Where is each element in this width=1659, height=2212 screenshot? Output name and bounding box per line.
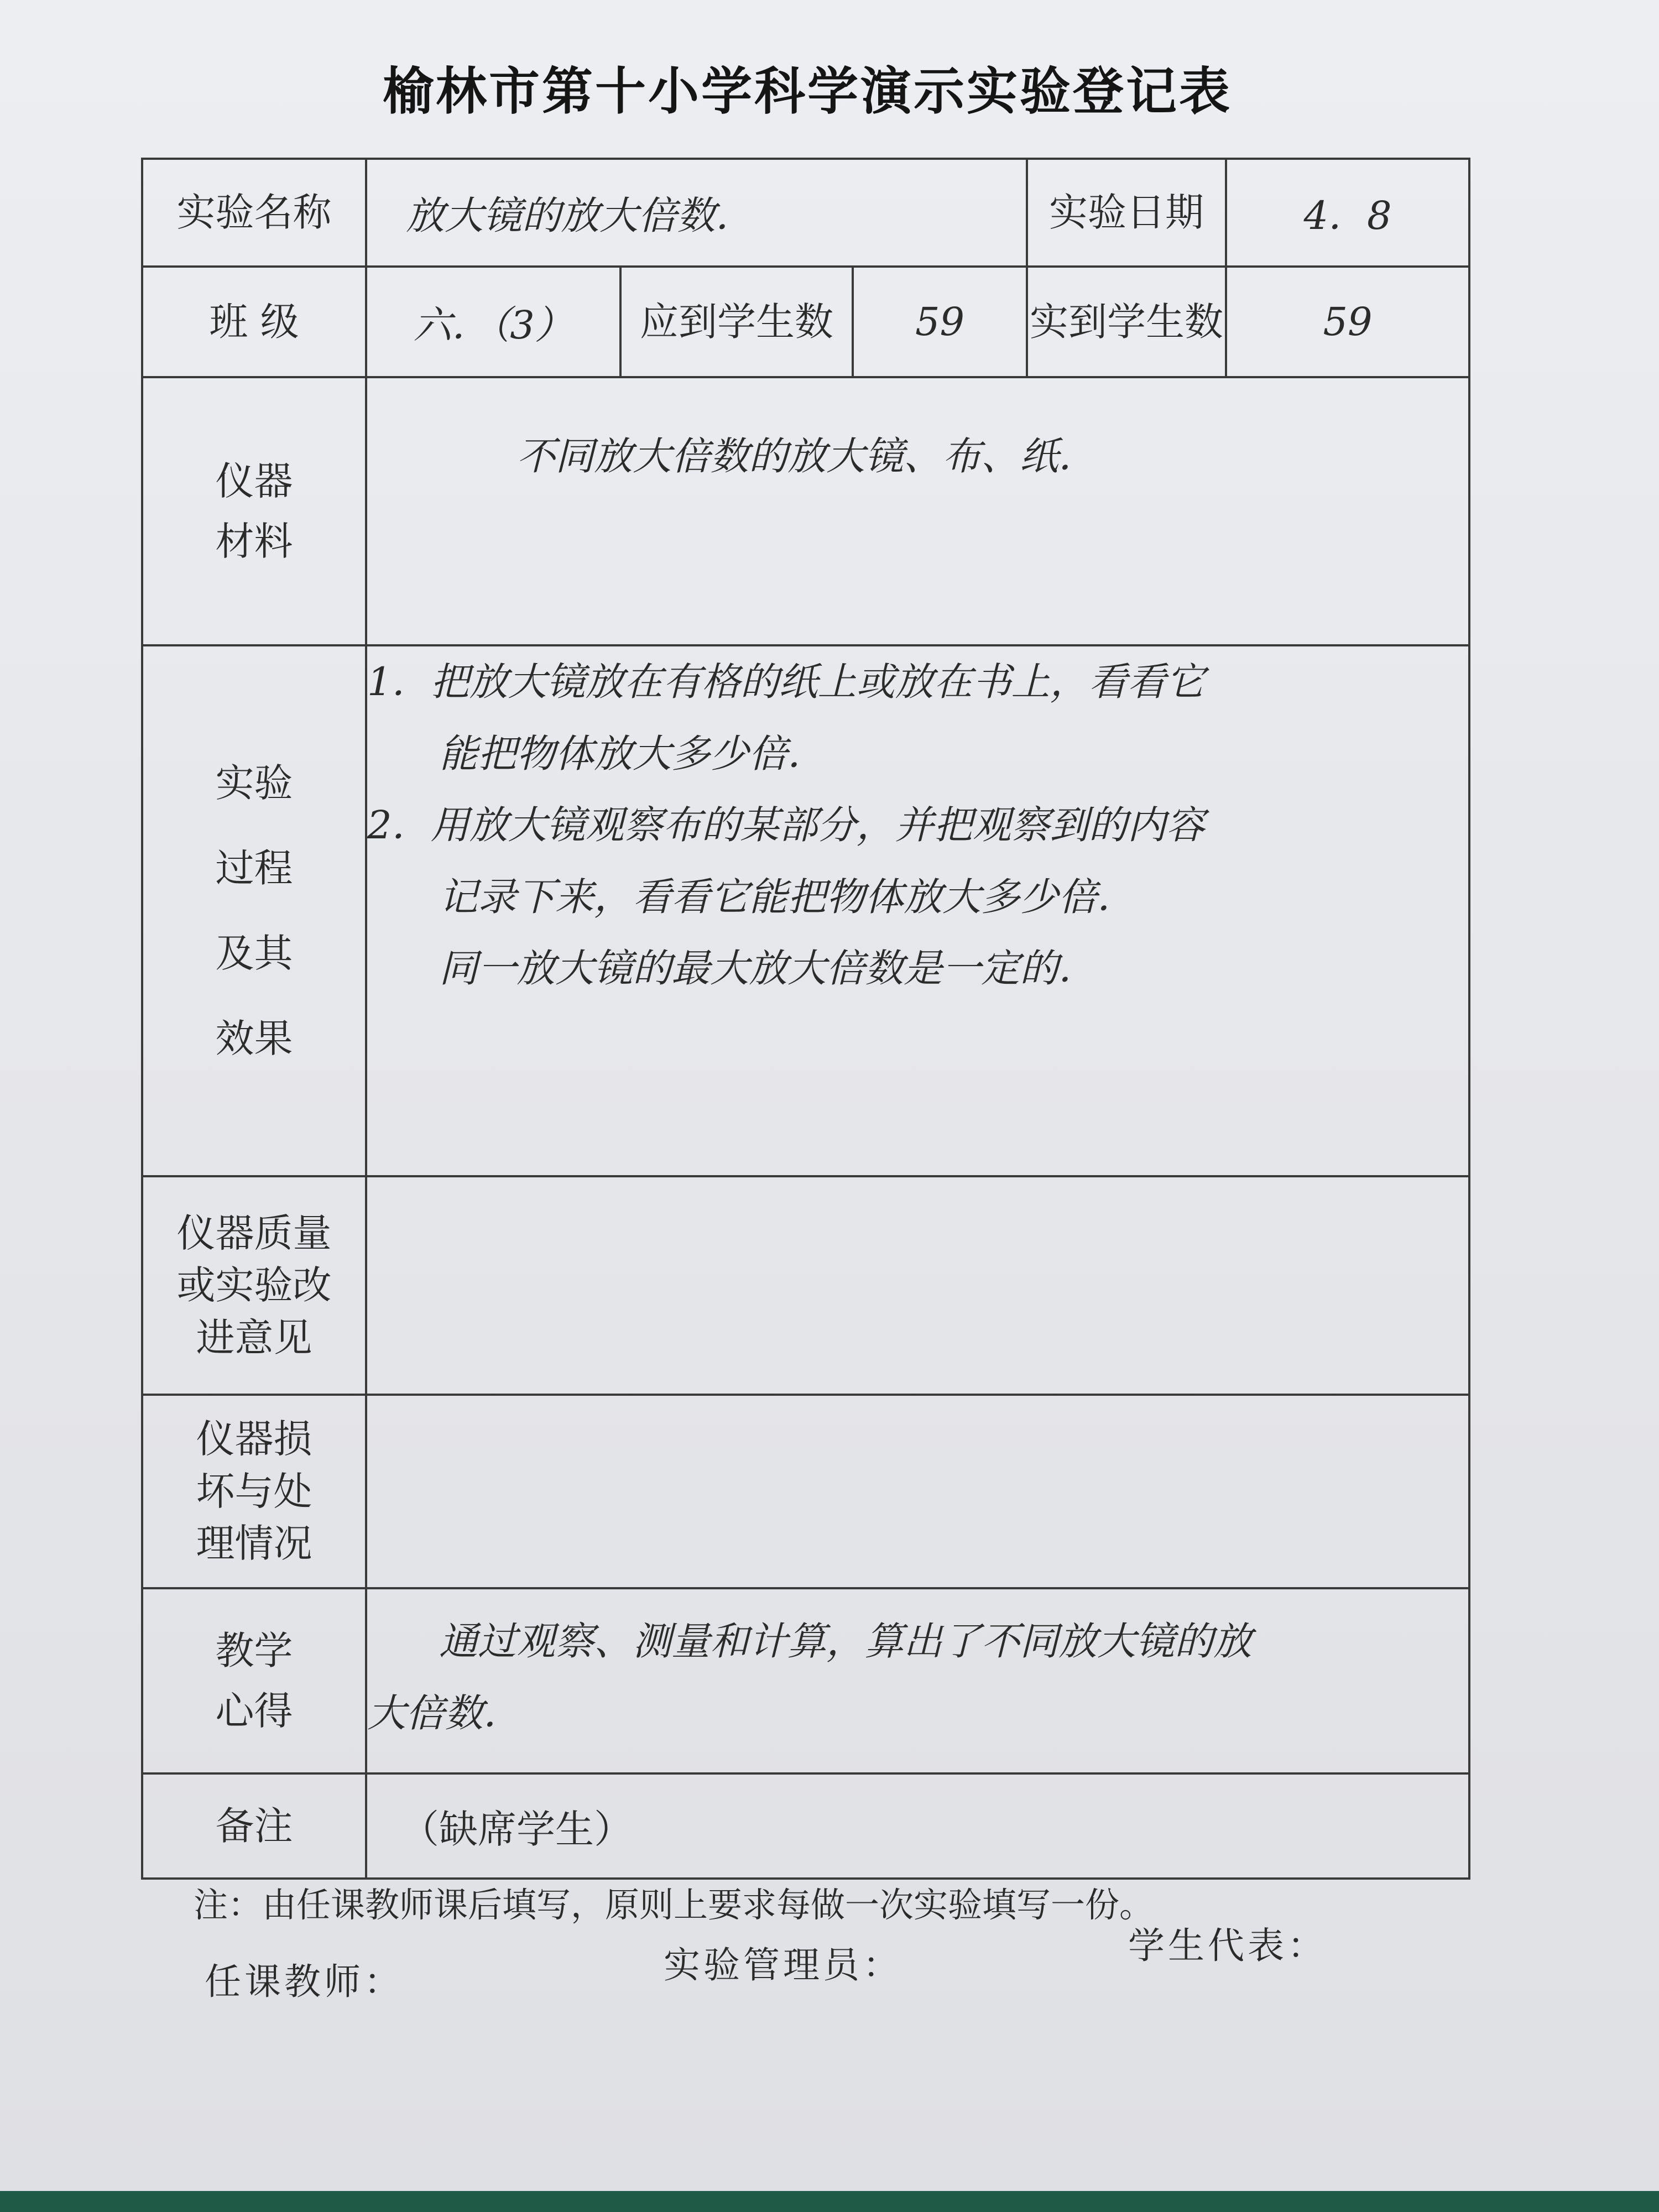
row-process <box>142 645 1469 1176</box>
row-quality <box>142 1176 1469 1395</box>
experiment-name-value: 放大镜的放大倍数． <box>366 159 1027 267</box>
expected-students-value: 59 <box>853 267 1027 377</box>
row-materials <box>142 377 1469 645</box>
teacher-signature-label: 任课教师： <box>205 1960 404 2003</box>
registration-form-table <box>141 158 1470 1880</box>
process-line-5: 同一放大镜的最大放大倍数是一定的． <box>439 946 1097 991</box>
experiment-name-label: 实验名称 <box>142 159 366 267</box>
actual-students-label: 实到学生数 <box>1027 267 1226 377</box>
damage-value <box>366 1395 1469 1588</box>
class-value: 六．（3） <box>366 267 620 377</box>
remarks-label: 备注 <box>142 1773 366 1879</box>
class-label: 班 级 <box>142 267 366 377</box>
student-rep-signature-label: 学生代表： <box>1128 1924 1327 1967</box>
damage-label: 仪器损坏与处理情况 <box>142 1395 366 1588</box>
table-surface-edge <box>0 2191 1659 2212</box>
reflection-label: 教学心得 <box>142 1588 366 1773</box>
experiment-date-value: 4．8 <box>1226 159 1469 267</box>
row-class <box>142 267 1469 377</box>
materials-value: 不同放大倍数的放大镜、布、纸． <box>366 377 1469 645</box>
row-remarks <box>142 1773 1469 1879</box>
experiment-date-label: 实验日期 <box>1027 159 1226 267</box>
actual-students-value: 59 <box>1226 267 1469 377</box>
form-footnote: 注：由任课教师课后填写，原则上要求每做一次实验填写一份。 <box>194 1885 1154 1925</box>
quality-value <box>366 1176 1469 1395</box>
row-damage <box>142 1395 1469 1588</box>
row-reflection <box>142 1588 1469 1773</box>
materials-label: 仪器材料 <box>142 377 366 645</box>
row-experiment-name <box>142 159 1469 267</box>
process-line-1: 1．把放大镜放在有格的纸上或放在书上，看看它 <box>367 659 1205 705</box>
lab-manager-signature-label: 实验管理员： <box>664 1944 902 1986</box>
reflection-content <box>366 1588 1469 1773</box>
form-title: 榆林市第十小学科学演示实验登记表 <box>382 62 1232 121</box>
process-content <box>366 645 1469 1176</box>
quality-label: 仪器质量或实验改进意见 <box>142 1176 366 1395</box>
reflection-line-2: 大倍数． <box>367 1690 522 1736</box>
process-line-2: 能把物体放大多少倍． <box>439 731 826 776</box>
process-label: 实验过程及其效果 <box>142 645 366 1176</box>
remarks-value: （缺席学生） <box>366 1773 1469 1879</box>
process-line-3: 2．用放大镜观察布的某部分，并把观察到的内容 <box>367 802 1205 848</box>
reflection-line-1: 通过观察、测量和计算，算出了不同放大镜的放 <box>439 1619 1252 1664</box>
expected-students-label: 应到学生数 <box>620 267 853 377</box>
process-line-4: 记录下来，看看它能把物体放大多少倍． <box>439 874 1136 920</box>
